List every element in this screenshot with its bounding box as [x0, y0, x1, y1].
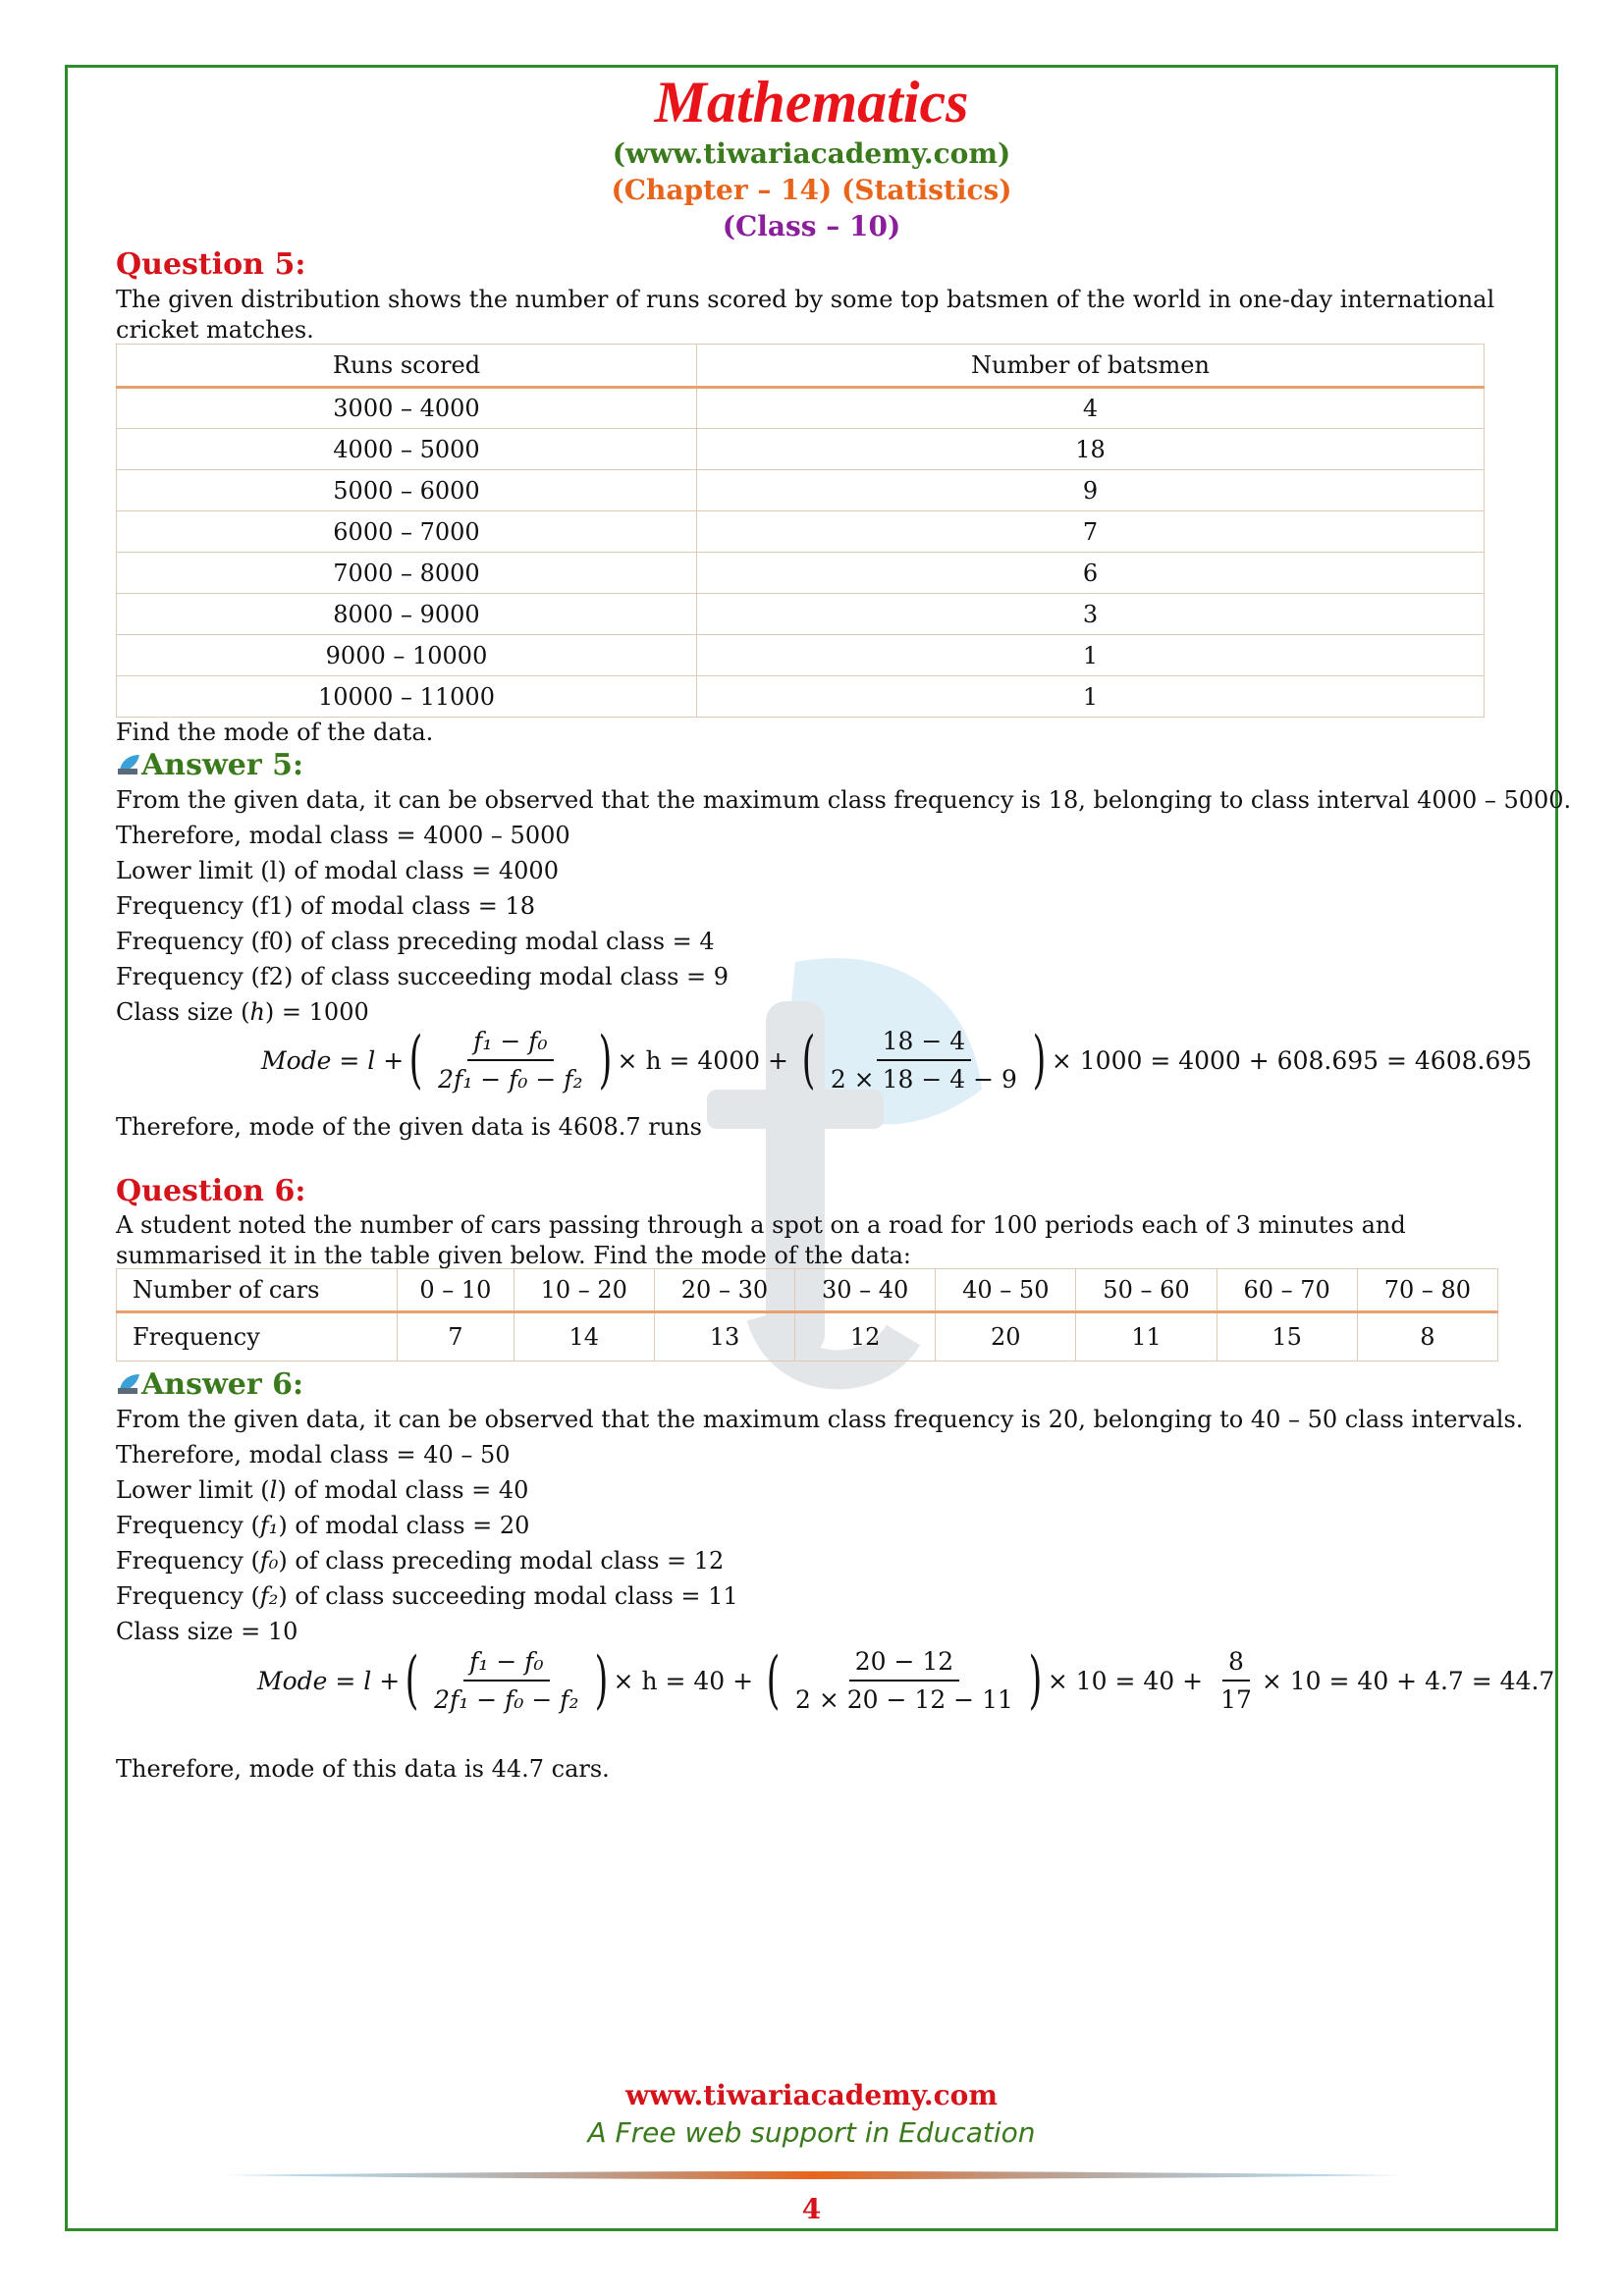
page-title: Mathematics [654, 70, 969, 134]
answer-6-conclusion: Therefore, mode of this data is 44.7 cars. [116, 1755, 610, 1783]
table-cell: 60 – 70 [1217, 1269, 1357, 1312]
answer-5-line: Frequency (f2) of class succeeding modal class = 9 [116, 963, 730, 990]
table-cell: 3000 – 4000 [117, 388, 697, 429]
table-cell: 1 [697, 676, 1485, 718]
table-cell: 20 – 30 [654, 1269, 794, 1312]
answer-5-conclusion: Therefore, mode of the given data is 4608.7 runs [116, 1113, 702, 1141]
answer-5-heading: Answer 5: [141, 748, 304, 782]
table-cell: 9000 – 10000 [117, 635, 697, 676]
tiwari-logo-icon [116, 1372, 141, 1396]
answer-6-line: From the given data, it can be observed that the maximum class frequency is 20, belonging to 40 – 50 class intervals. [116, 1406, 1524, 1433]
table-row-label: Number of cars [117, 1269, 398, 1312]
table-cell: 5000 – 6000 [117, 470, 697, 511]
table-cell: 7 [697, 511, 1485, 553]
answer-5-heading-row [116, 748, 303, 782]
table-cell: 9 [697, 470, 1485, 511]
footer-site: www.tiwariacademy.com [625, 2079, 998, 2111]
table-cell: 18 [697, 429, 1485, 470]
table-cell: 0 – 10 [398, 1269, 514, 1312]
answer-6-heading: Answer 6: [141, 1367, 304, 1402]
header-site: (www.tiwariacademy.com) [612, 137, 1011, 170]
question-5-text: The given distribution shows the number of runs scored by some top batsmen of the world in one-day international cricket matches. [116, 286, 1495, 344]
header-chapter: (Chapter – 14) (Statistics) [611, 174, 1012, 206]
header-class: (Class – 10) [722, 210, 901, 242]
table-cell: 7 [398, 1312, 514, 1362]
table-cell: 30 – 40 [795, 1269, 936, 1312]
footer-divider [226, 2169, 1404, 2181]
table-cell: 8 [1357, 1312, 1497, 1362]
table-cell: 6000 – 7000 [117, 511, 697, 553]
table-cell: 70 – 80 [1357, 1269, 1497, 1312]
table-cell: 1 [697, 635, 1485, 676]
question-6-heading: Question 6: [116, 1174, 306, 1208]
footer-tagline: A Free web support in Education [587, 2116, 1036, 2149]
page-number: 4 [801, 2193, 822, 2225]
question-5-heading: Question 5: [116, 247, 306, 282]
table-cell: 40 – 50 [936, 1269, 1076, 1312]
answer-6-heading-row [116, 1367, 303, 1402]
table-cell: 4 [697, 388, 1485, 429]
cars-table [116, 1268, 1498, 1362]
answer-6-formula: Mode = l + ( $\frac{\text{f₁ − f₀}}{\text{2f₁ − f₀ − f₂}}$ ) × h = 40 + ( $\frac{20 - 12}{2 \times 20 - 12 - 11}$ ) × 10 = 40 + $\frac{8}{17}$ × 10 = 40 + 4.7 = 44.7 [257, 1644, 1555, 1717]
answer-6-line: Therefore, modal class = 40 – 50 [116, 1441, 511, 1468]
table-cell: 8000 – 9000 [117, 594, 697, 635]
answer-6-f1: Frequency (f₁) of modal class = 20 [116, 1512, 530, 1539]
answer-5-line: Frequency (f0) of class preceding modal class = 4 [116, 928, 715, 955]
answer-6-f2: Frequency (f₂) of class succeeding modal class = 11 [116, 1582, 738, 1610]
table-cell: 7000 – 8000 [117, 553, 697, 594]
table-header: Number of batsmen [697, 345, 1485, 388]
answer-6-class-size: Class size = 10 [116, 1618, 298, 1645]
table-cell: 11 [1076, 1312, 1217, 1362]
table-cell: 12 [795, 1312, 936, 1362]
answer-6-f0: Frequency (f₀) of class preceding modal class = 12 [116, 1547, 725, 1575]
table-cell: 4000 – 5000 [117, 429, 697, 470]
answer-5-line: From the given data, it can be observed that the maximum class frequency is 18, belonging to class interval 4000 – 5000. [116, 786, 1572, 814]
table-cell: 15 [1217, 1312, 1357, 1362]
table-cell: 10 – 20 [514, 1269, 654, 1312]
table-cell: 10000 – 11000 [117, 676, 697, 718]
table-cell: 13 [654, 1312, 794, 1362]
question-5-ask: Find the mode of the data. [116, 719, 434, 746]
table-cell: 3 [697, 594, 1485, 635]
answer-5-class-size: Class size (h) = 1000 [116, 998, 369, 1026]
table-cell: 6 [697, 553, 1485, 594]
table-cell: 50 – 60 [1076, 1269, 1217, 1312]
answer-5-line: Lower limit (l) of modal class = 4000 [116, 857, 559, 884]
tiwari-logo-icon [116, 753, 141, 776]
table-cell: 20 [936, 1312, 1076, 1362]
answer-6-lower-limit: Lower limit (l) of modal class = 40 [116, 1476, 529, 1504]
question-6-text: A student noted the number of cars passing through a spot on a road for 100 periods each of 3 minutes and summarised it in the table given below. Find the mode of the data: [116, 1211, 1406, 1269]
answer-5-formula: Mode = l + ( $\frac{\text{f₁ − f₀}}{\text{2f₁ − f₀ − f₂}}$ ) × h = 4000 + ( $\frac{18 - 4}{2 \times 18 - 4 - 9}$ ) × 1000 = 4000 + 608.695 = 4608.695 [261, 1024, 1533, 1096]
answer-5-line: Frequency (f1) of modal class = 18 [116, 892, 536, 920]
table-cell: 14 [514, 1312, 654, 1362]
runs-table [116, 344, 1485, 718]
table-header: Runs scored [117, 345, 697, 388]
table-row-label: Frequency [117, 1312, 398, 1362]
answer-5-line: Therefore, modal class = 4000 – 5000 [116, 822, 570, 849]
